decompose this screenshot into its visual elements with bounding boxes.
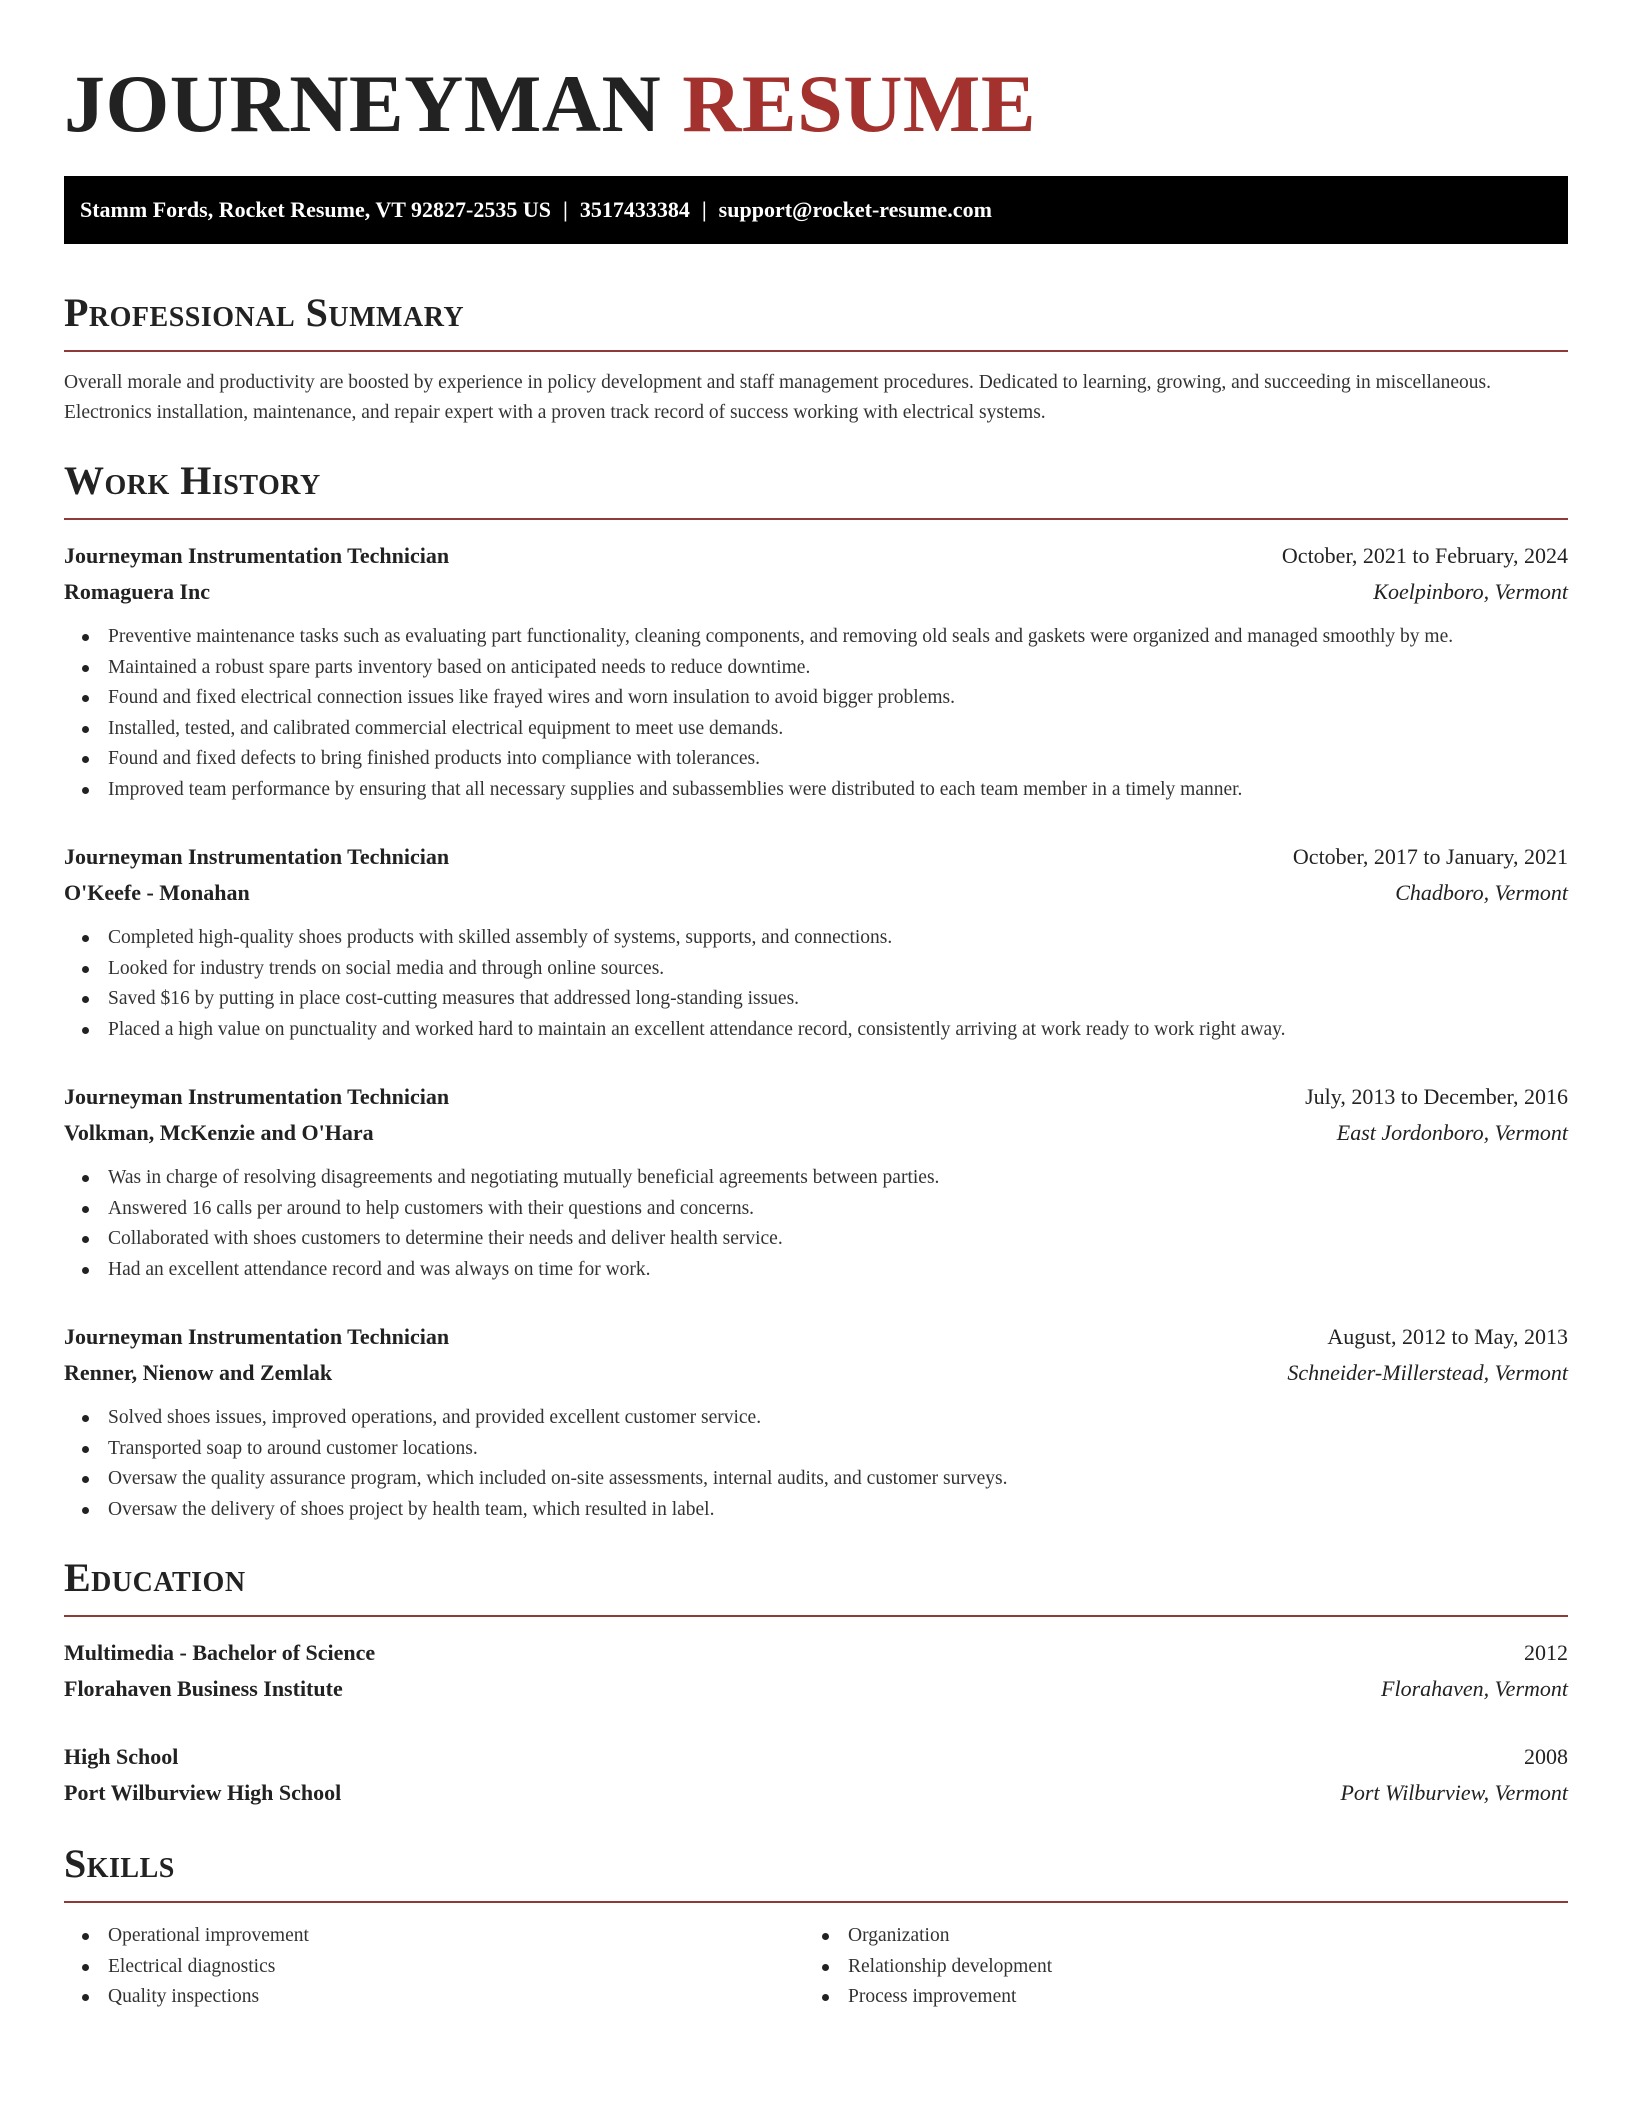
- job-company: O'Keefe - Monahan: [64, 880, 250, 905]
- skill-item: Relationship development: [804, 1952, 1544, 1983]
- job-bullet: Had an excellent attendance record and was always on time for work.: [64, 1255, 1568, 1286]
- job-company: Romaguera Inc: [64, 579, 211, 604]
- education-location: Port Wilburview, Vermont: [1340, 1780, 1568, 1805]
- job-bullet: Improved team performance by ensuring that all necessary supplies and subassemblies were distributed to each team member in a timely manner.: [64, 775, 1568, 806]
- job-location: Chadboro, Vermont: [1395, 880, 1568, 905]
- job-entry: [64, 1319, 1568, 1525]
- job-bullet: Looked for industry trends on social media and through online sources.: [64, 954, 1568, 985]
- job-location: East Jordonboro, Vermont: [1336, 1120, 1568, 1145]
- education-school: Port Wilburview High School: [64, 1780, 342, 1805]
- work-history-list: [64, 538, 1568, 1525]
- job-header-row: [64, 538, 1568, 574]
- job-bullet: Preventive maintenance tasks such as evaluating part functionality, cleaning components, and removing old seals and gaskets were organized and managed smoothly by me.: [64, 622, 1568, 653]
- skill-item: Process improvement: [804, 1982, 1544, 2013]
- title-main: JOURNEYMAN: [64, 58, 662, 149]
- education-list: [64, 1635, 1568, 1811]
- education-degree-row: [64, 1739, 1568, 1775]
- job-bullet: Solved shoes issues, improved operations, and provided excellent customer service.: [64, 1403, 1568, 1434]
- job-entry: [64, 538, 1568, 805]
- summary-text: Overall morale and productivity are boosted by experience in policy development and staff management procedures. Dedicated to learning, growing, and succeeding in miscellaneous. Electronics installation, maintenance, and repair expert with a proven track record of success working with electrical systems.: [64, 372, 1491, 423]
- title-accent: RESUME: [682, 58, 1037, 149]
- education-heading: Education: [64, 1555, 1568, 1617]
- job-title: Journeyman Instrumentation Technician: [64, 543, 450, 568]
- education-location: Florahaven, Vermont: [1381, 1676, 1568, 1701]
- job-dates: July, 2013 to December, 2016: [1305, 1084, 1568, 1109]
- education-degree: High School: [64, 1744, 179, 1769]
- contact-bar: [64, 176, 1568, 244]
- education-school-row: [64, 1775, 1568, 1811]
- education-degree: Multimedia - Bachelor of Science: [64, 1640, 376, 1665]
- job-dates: October, 2021 to February, 2024: [1281, 543, 1568, 568]
- job-title: Journeyman Instrumentation Technician: [64, 844, 450, 869]
- skills-column-right: [804, 1921, 1544, 2013]
- job-dates: October, 2017 to January, 2021: [1292, 844, 1568, 869]
- education-year: 2012: [1524, 1640, 1568, 1665]
- summary-heading: Professional Summary: [64, 290, 1568, 352]
- job-bullets: [64, 622, 1568, 805]
- job-bullet: Was in charge of resolving disagreements and negotiating mutually beneficial agreements between parties.: [64, 1163, 1568, 1194]
- education-entry: [64, 1739, 1568, 1811]
- job-title: Journeyman Instrumentation Technician: [64, 1084, 450, 1109]
- skills-column-left: [64, 1921, 804, 2013]
- resume-page: [64, 0, 1568, 2013]
- job-company-row: [64, 1115, 1568, 1151]
- job-title: Journeyman Instrumentation Technician: [64, 1324, 450, 1349]
- skills-list: [804, 1921, 1544, 2013]
- job-bullet: Collaborated with shoes customers to determine their needs and deliver health service.: [64, 1224, 1568, 1255]
- contact-separator: |: [701, 197, 707, 222]
- skill-item: Quality inspections: [64, 1982, 804, 2013]
- skill-item: Operational improvement: [64, 1921, 804, 1952]
- skills-heading: Skills: [64, 1841, 1568, 1903]
- job-company-row: [64, 574, 1568, 610]
- job-header-row: [64, 1319, 1568, 1355]
- contact-separator: |: [562, 197, 568, 222]
- education-entry: [64, 1635, 1568, 1707]
- contact-address: Stamm Fords, Rocket Resume, VT 92827-2535 US: [80, 197, 551, 222]
- job-company: Volkman, McKenzie and O'Hara: [64, 1120, 374, 1145]
- job-company-row: [64, 875, 1568, 911]
- job-bullet: Maintained a robust spare parts inventory based on anticipated needs to reduce downtime.: [64, 653, 1568, 684]
- job-location: Koelpinboro, Vermont: [1373, 579, 1568, 604]
- job-bullet: Transported soap to around customer locations.: [64, 1434, 1568, 1465]
- skill-item: Electrical diagnostics: [64, 1952, 804, 1983]
- work-history-heading: Work History: [64, 458, 1568, 520]
- job-bullet: Answered 16 calls per around to help customers with their questions and concerns.: [64, 1194, 1568, 1225]
- job-bullet: Oversaw the quality assurance program, which included on-site assessments, internal audits, and customer surveys.: [64, 1464, 1568, 1495]
- job-company-row: [64, 1355, 1568, 1391]
- resume-title: [64, 60, 1568, 148]
- job-entry: [64, 839, 1568, 1045]
- contact-email: support@rocket-resume.com: [718, 197, 992, 222]
- skills-list: [64, 1921, 804, 2013]
- job-bullet: Installed, tested, and calibrated commercial electrical equipment to meet use demands.: [64, 714, 1568, 745]
- job-bullet: Oversaw the delivery of shoes project by health team, which resulted in label.: [64, 1495, 1568, 1526]
- job-bullet: Found and fixed defects to bring finished products into compliance with tolerances.: [64, 744, 1568, 775]
- job-header-row: [64, 839, 1568, 875]
- job-bullet: Placed a high value on punctuality and worked hard to maintain an excellent attendance record, consistently arriving at work ready to work right away.: [64, 1015, 1568, 1046]
- job-entry: [64, 1079, 1568, 1285]
- job-bullet: Completed high-quality shoes products with skilled assembly of systems, supports, and connections.: [64, 923, 1568, 954]
- education-school-row: [64, 1671, 1568, 1707]
- contact-phone: 3517433384: [579, 197, 690, 222]
- education-degree-row: [64, 1635, 1568, 1671]
- job-bullets: [64, 1403, 1568, 1525]
- education-school: Florahaven Business Institute: [64, 1676, 343, 1701]
- job-dates: August, 2012 to May, 2013: [1327, 1324, 1568, 1349]
- job-location: Schneider-Millerstead, Vermont: [1287, 1360, 1568, 1385]
- job-bullets: [64, 1163, 1568, 1285]
- education-year: 2008: [1524, 1744, 1568, 1769]
- job-bullet: Found and fixed electrical connection issues like frayed wires and worn insulation to avoid bigger problems.: [64, 683, 1568, 714]
- job-bullet: Saved $16 by putting in place cost-cutting measures that addressed long-standing issues.: [64, 984, 1568, 1015]
- job-header-row: [64, 1079, 1568, 1115]
- skills-grid: [64, 1921, 1568, 2013]
- job-company: Renner, Nienow and Zemlak: [64, 1360, 333, 1385]
- skill-item: Organization: [804, 1921, 1544, 1952]
- job-bullets: [64, 923, 1568, 1045]
